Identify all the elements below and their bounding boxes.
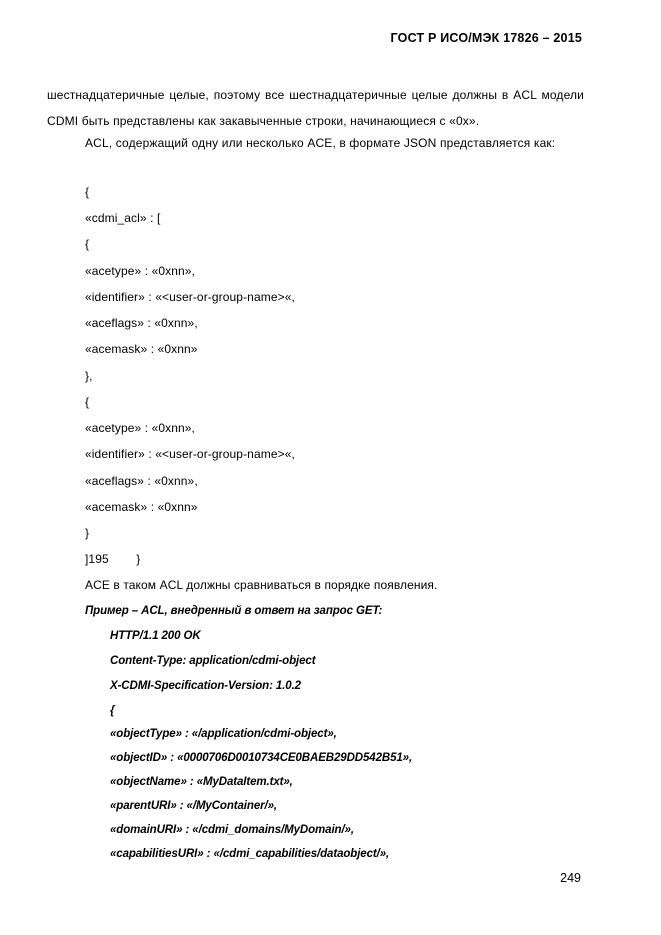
json-line: «cdmi_acl» : [ xyxy=(85,211,161,225)
json-line: { xyxy=(85,185,90,199)
json-line: ]195 } xyxy=(85,552,141,566)
json-line: { xyxy=(85,237,90,251)
json-line: { xyxy=(85,395,90,409)
json-line: «aceflags» : «0xnn», xyxy=(85,316,198,330)
json-line: «identifier» : «<user-or-group-name>«, xyxy=(85,447,295,461)
paragraph-acl-json-intro: ACL, содержащий одну или несколько ACE, в формате JSON представляется как: xyxy=(85,136,556,150)
example-line: «objectName» : «MyDataItem.txt», xyxy=(110,776,293,788)
example-title: Пример – ACL, внедренный в ответ на запрос GET: xyxy=(85,605,383,617)
example-line: «capabilitiesURI» : «/cdmi_capabilities/dataobject/», xyxy=(110,848,390,860)
json-line: } xyxy=(85,526,90,540)
json-line: «aceflags» : «0xnn», xyxy=(85,474,198,488)
example-line: «parentURI» : «/MyContainer/», xyxy=(110,800,277,812)
example-line: «domainURI» : «/cdmi_domains/MyDomain/», xyxy=(110,824,354,836)
json-line: «acemask» : «0xnn» xyxy=(85,500,198,514)
paragraph-hex-integers: шестнадцатеричные целые, поэтому все шестнадцатеричные целые должны в ACL модели CDMI быть представлены как закавыченные строки, начинающиеся с «0x». xyxy=(47,88,584,128)
json-line: «identifier» : «<user-or-group-name>«, xyxy=(85,290,295,304)
example-line: «objectType» : «/application/cdmi-object», xyxy=(110,728,337,740)
example-line: HTTP/1.1 200 OK xyxy=(110,630,201,642)
ace-order-text: ACE в таком ACL должны сравниваться в порядке появления. xyxy=(85,578,438,592)
json-line: «acetype» : «0xnn», xyxy=(85,264,195,278)
page-number: 249 xyxy=(560,871,581,885)
json-line: }, xyxy=(85,369,93,383)
page-header-standard-id: ГОСТ Р ИСО/МЭК 17826 – 2015 xyxy=(390,31,582,45)
example-line: { xyxy=(110,705,115,717)
example-line: Content-Type: application/cdmi-object xyxy=(110,655,316,667)
example-line: «objectID» : «0000706D0010734CE0BAEB29DD542B51», xyxy=(110,752,413,764)
example-line: X-CDMI-Specification-Version: 1.0.2 xyxy=(110,680,301,692)
json-line: «acemask» : «0xnn» xyxy=(85,342,198,356)
json-line: «acetype» : «0xnn», xyxy=(85,421,195,435)
